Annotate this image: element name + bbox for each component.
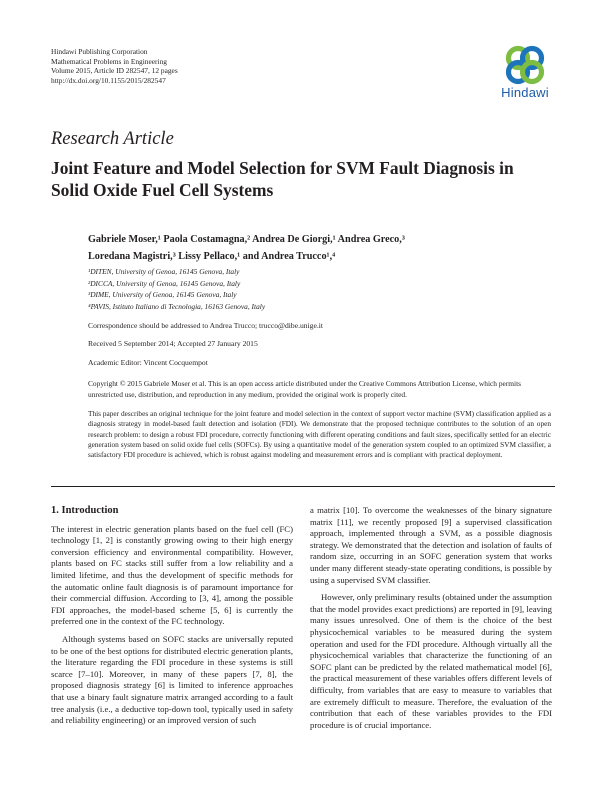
paragraph: Although systems based on SOFC stacks are universally reputed to be one of the best options for distributed electric generation plants, the literature regarding the FDI procedure in these systems is still scarce [7–10]. Moreover, in many of these papers [7, 8], the proposed diagnosis strategy [6] is limited to inference approaches that use a binary fault signature matrix arranged according to a fault tree analysis (i.e., a deductive top-down tool, typically used in safety and reliability engineering) or an improved version of such [51,633,293,726]
paragraph: The interest in electric generation plants based on the fuel cell (FC) technology [1, 2] is constantly growing owing to their high energy conversion efficiency and environmental compatibility. However, plants based on FC stacks still suffer from a low reliability and a limited lifetime, and thus the development of specific methods for the automatic online fault diagnosis is of paramount importance for their commercial diffusion. According to [3, 4], among the possible FDI approaches, the model-based scheme [5, 6] is currently the preferred one in the context of the FC technology. [51,523,293,627]
affiliation-3: ³DIME, University of Genoa, 16145 Genova, Italy [88,290,237,299]
paragraph: a matrix [10]. To overcome the weaknesses of the binary signature matrix [11], we recently proposed [9] a supervised classification approach, implemented through a SVM, as a possible diagnosis strategy. We demonstrated that the detection and isolation of faults of random size, occurring in an SOFC generation system that works under many different steady-state operating conditions, is possible by using a supervised SVM classifier. [310,505,552,585]
paragraph: However, only preliminary results (obtained under the assumption that the model provides exact predictions) are reported in [9], leaving many issues unresolved. One of them is the choice of the best physicochemical variables to be measured during the system operation and used for the FDI procedure. Although virtually all the physicochemical variables that characterize the functioning of an SOFC plant can be predicted by the related mathematical model [6], the practical measurement of these variables offers different levels of difficulty, from variables that are easy to measure to variables that are extremely difficult to measure. Therefore, the evaluation of the contribution that each of these variables provides to the FDI procedure is of crucial importance. [310,592,552,730]
article-type: Research Article [51,129,174,149]
section-heading: 1. Introduction [51,505,119,516]
divider [51,486,555,487]
abstract: This paper describes an original technique for the joint feature and model selection in the context of support vector machine (SVM) classification applied as a diagnosis strategy in model-based fault detection and isolation (FDI). We demonstrate that the proposed technique contributes to the solution of an open research problem: to design a robust FDI procedure, correctly functioning with different operating conditions and fault sizes, specifically settled for an electric generation system based on solid oxide fuel cells (SOFCs). By using a quantitative model of the generation system coupled to an optimized SVM classifier, a satisfactory FDI procedure is achieved, which is robust against modeling and measurement errors and is compliant with practical deployment. [88,409,551,460]
copyright-notice: Copyright © 2015 Gabriele Moser et al. This is an open access article distributed under the Creative Commons Attribution License, which permits unrestricted use, distribution, and reproduction in any medium, provided the original work is properly cited. [88,379,522,399]
doi-link[interactable]: http://dx.doi.org/10.1155/2015/282547 [51,75,166,85]
author-list [88,231,558,265]
received-accepted-dates: Received 5 September 2014; Accepted 27 January 2015 [88,339,258,348]
correspondence: Correspondence should be addressed to Andrea Trucco; trucco@dibe.unige.it [88,321,323,330]
journal-header [51,47,178,85]
affiliation-1: ¹DITEN, University of Genoa, 16145 Genova, Italy [88,267,240,276]
publisher-line: Hindawi Publishing Corporation [51,47,148,56]
paper-title: Joint Feature and Model Selection for SVM Fault Diagnosis in Solid Oxide Fuel Cell Systems [51,158,514,200]
affiliation-2: ²DICCA, University of Genoa, 16145 Genova, Italy [88,278,241,288]
logo-wordmark: Hindawi [501,85,549,100]
affiliations [88,266,265,312]
volume-info: Volume 2015, Article ID 282547, 12 pages [51,66,178,76]
journal-name: Mathematical Problems in Engineering [51,56,167,66]
authors-line-2: Loredana Magistri,³ Lissy Pellaco,¹ and Andrea Trucco¹,⁴ [88,251,336,262]
hindawi-logo-icon [503,44,547,86]
left-column [51,505,293,727]
affiliation-4: ⁴PAVIS, Istituto Italiano di Tecnologia, 16163 Genova, Italy [88,301,266,311]
authors-line-1: Gabriele Moser,¹ Paola Costamagna,² Andrea De Giorgi,¹ Andrea Greco,³ [88,234,405,245]
hindawi-logo [495,44,555,100]
right-column [310,505,552,731]
academic-editor: Academic Editor: Vincent Cocquempot [88,358,208,367]
